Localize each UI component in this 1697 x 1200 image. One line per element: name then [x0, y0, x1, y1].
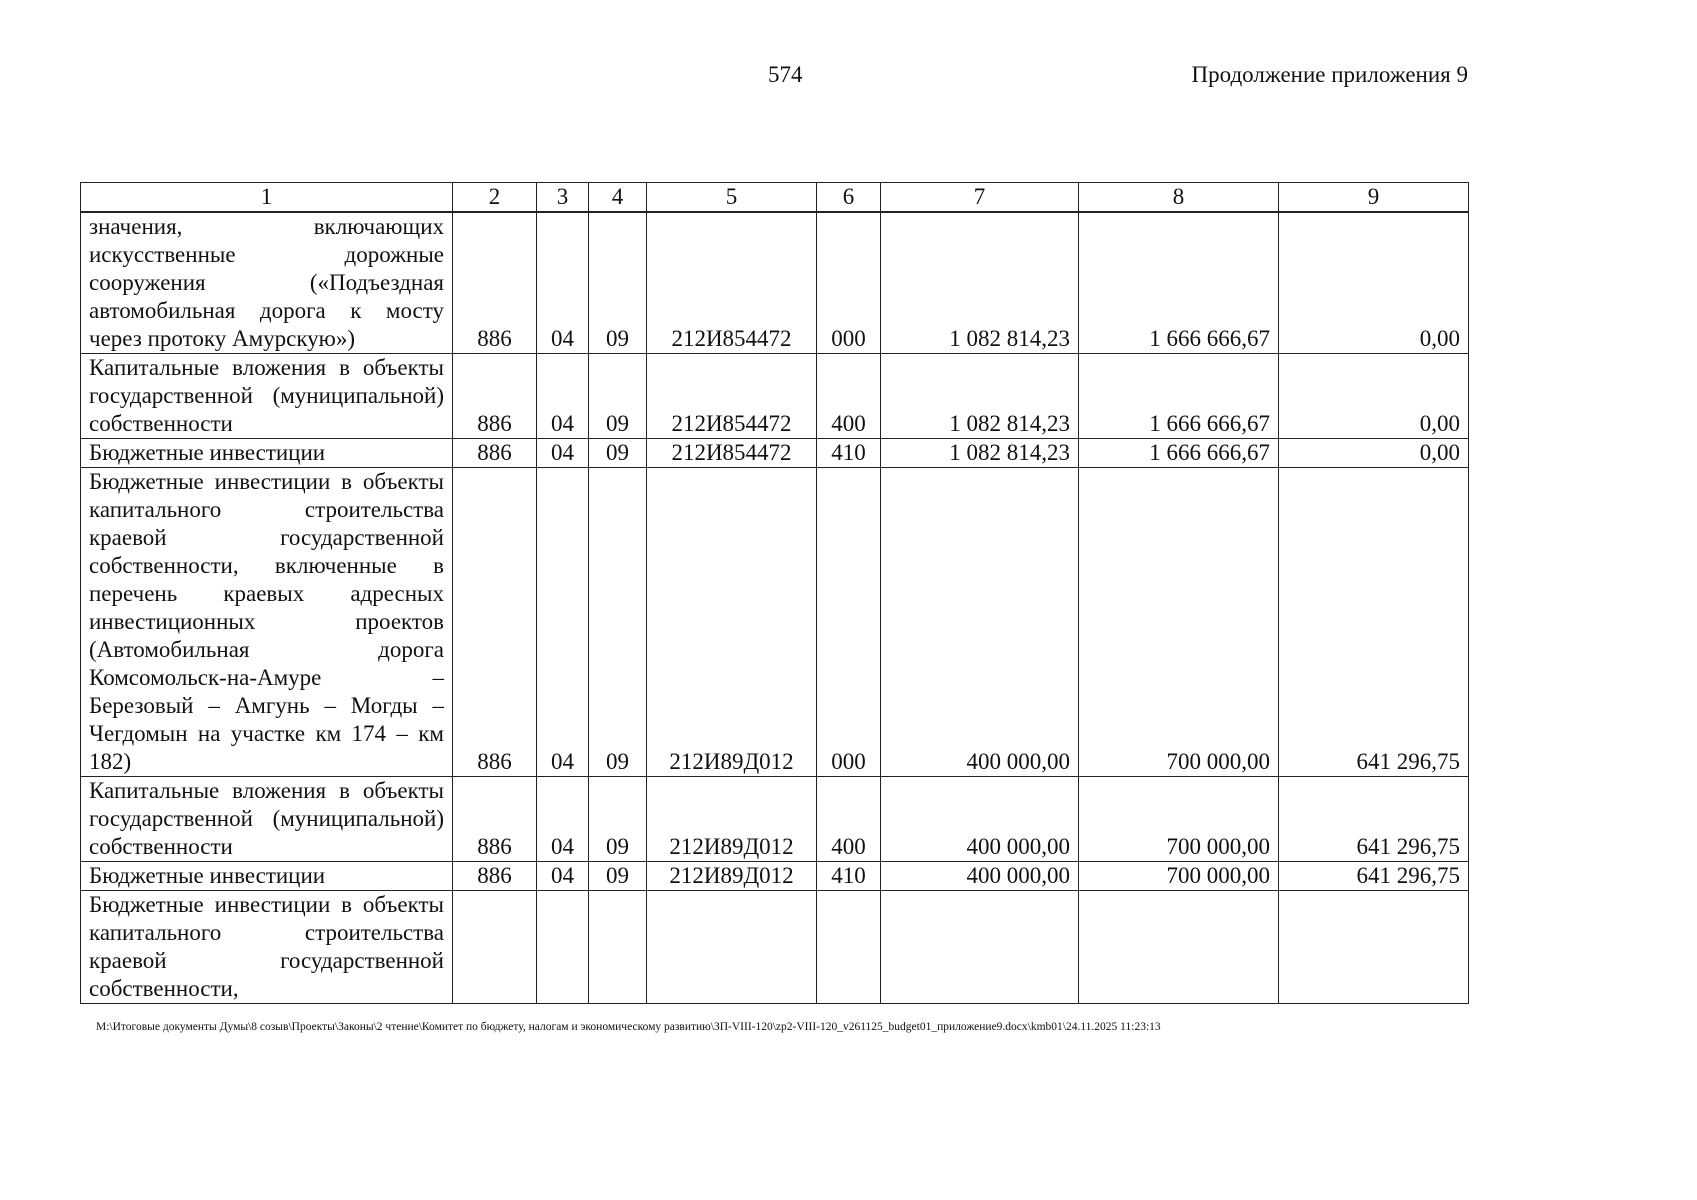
amount-col-9: 641 296,75 — [1279, 468, 1469, 777]
amount-col-8: 1 666 666,67 — [1079, 354, 1279, 439]
amount-col-8: 700 000,00 — [1079, 468, 1279, 777]
expense-type-code: 410 — [817, 439, 881, 468]
amount-col-7: 1 082 814,23 — [881, 354, 1079, 439]
amount-col-9: 641 296,75 — [1279, 862, 1469, 891]
amount-col-8: 1 666 666,67 — [1079, 439, 1279, 468]
section-code: 04 — [537, 862, 589, 891]
row-description: Капитальные вложения в объекты государственной (муниципальной) собственности — [81, 354, 453, 439]
column-header: 2 — [453, 183, 537, 213]
section-code: 04 — [537, 777, 589, 862]
column-header: 7 — [881, 183, 1079, 213]
empty-cell — [537, 891, 589, 1004]
subsection-code: 09 — [589, 862, 647, 891]
expense-type-code: 000 — [817, 468, 881, 777]
column-header: 5 — [647, 183, 817, 213]
ministry-code: 886 — [453, 439, 537, 468]
column-header: 8 — [1079, 183, 1279, 213]
row-description: Капитальные вложения в объекты государственной (муниципальной) собственности — [81, 777, 453, 862]
amount-col-8: 700 000,00 — [1079, 862, 1279, 891]
subsection-code: 09 — [589, 439, 647, 468]
empty-cell — [881, 891, 1079, 1004]
table-row — [81, 862, 1469, 891]
row-description: Бюджетные инвестиции — [81, 862, 453, 891]
table-row — [81, 212, 1469, 354]
table-row — [81, 891, 1469, 1004]
target-article-code: 212И854472 — [647, 354, 817, 439]
empty-cell — [647, 891, 817, 1004]
expense-type-code: 400 — [817, 354, 881, 439]
empty-cell — [1279, 891, 1469, 1004]
ministry-code: 886 — [453, 862, 537, 891]
amount-col-8: 1 666 666,67 — [1079, 212, 1279, 354]
ministry-code: 886 — [453, 212, 537, 354]
amount-col-7: 400 000,00 — [881, 862, 1079, 891]
table-row — [81, 354, 1469, 439]
expense-type-code: 410 — [817, 862, 881, 891]
table-row — [81, 468, 1469, 777]
subsection-code: 09 — [589, 468, 647, 777]
amount-col-7: 400 000,00 — [881, 777, 1079, 862]
section-code: 04 — [537, 212, 589, 354]
amount-col-9: 0,00 — [1279, 354, 1469, 439]
empty-cell — [1079, 891, 1279, 1004]
ministry-code: 886 — [453, 777, 537, 862]
section-code: 04 — [537, 439, 589, 468]
section-code: 04 — [537, 354, 589, 439]
column-number-row — [81, 183, 1469, 213]
row-description: Бюджетные инвестиции в объекты капитального строительства краевой государственной собственности, включенные в перечень краевых адресных инвестиционных проектов (Автомобильная дорога Комсомольск-на-Амуре – Березовый – Амгунь – Могды – Чегдомын на участке км 174 – км 182) — [81, 468, 453, 777]
expense-type-code: 400 — [817, 777, 881, 862]
amount-col-7: 1 082 814,23 — [881, 212, 1079, 354]
row-description: значения, включающих искусственные дорожные сооружения («Подъездная автомобильная дорога к мосту через протоку Амурскую») — [81, 212, 453, 354]
page-number: 574 — [768, 62, 803, 87]
amount-col-9: 0,00 — [1279, 439, 1469, 468]
table-row — [81, 777, 1469, 862]
empty-cell — [817, 891, 881, 1004]
ministry-code: 886 — [453, 468, 537, 777]
amount-col-7: 400 000,00 — [881, 468, 1079, 777]
subsection-code: 09 — [589, 354, 647, 439]
budget-table — [80, 182, 1469, 1004]
target-article-code: 212И89Д012 — [647, 777, 817, 862]
amount-col-9: 0,00 — [1279, 212, 1469, 354]
amount-col-9: 641 296,75 — [1279, 777, 1469, 862]
amount-col-8: 700 000,00 — [1079, 777, 1279, 862]
column-header: 1 — [81, 183, 453, 213]
amount-col-7: 1 082 814,23 — [881, 439, 1079, 468]
target-article-code: 212И89Д012 — [647, 862, 817, 891]
column-header: 3 — [537, 183, 589, 213]
target-article-code: 212И854472 — [647, 439, 817, 468]
target-article-code: 212И89Д012 — [647, 468, 817, 777]
column-header: 4 — [589, 183, 647, 213]
row-description: Бюджетные инвестиции в объекты капитального строительства краевой государственной собственности, — [81, 891, 453, 1004]
section-code: 04 — [537, 468, 589, 777]
expense-type-code: 000 — [817, 212, 881, 354]
table-row — [81, 439, 1469, 468]
column-header: 9 — [1279, 183, 1469, 213]
empty-cell — [453, 891, 537, 1004]
column-header: 6 — [817, 183, 881, 213]
target-article-code: 212И854472 — [647, 212, 817, 354]
subsection-code: 09 — [589, 212, 647, 354]
document-file-path: M:\Итоговые документы Думы\8 созыв\Проекты\Законы\2 чтение\Комитет по бюджету, налогам и экономическому развитию\ЗП-VIII-120\zp2-VIII-120_v261125_budget01_приложение9.docx\kmb01\24.11.2025 11:23:13 — [96, 1021, 1161, 1033]
subsection-code: 09 — [589, 777, 647, 862]
ministry-code: 886 — [453, 354, 537, 439]
row-description: Бюджетные инвестиции — [81, 439, 453, 468]
appendix-continuation-header: Продолжение приложения 9 — [1191, 62, 1468, 87]
empty-cell — [589, 891, 647, 1004]
